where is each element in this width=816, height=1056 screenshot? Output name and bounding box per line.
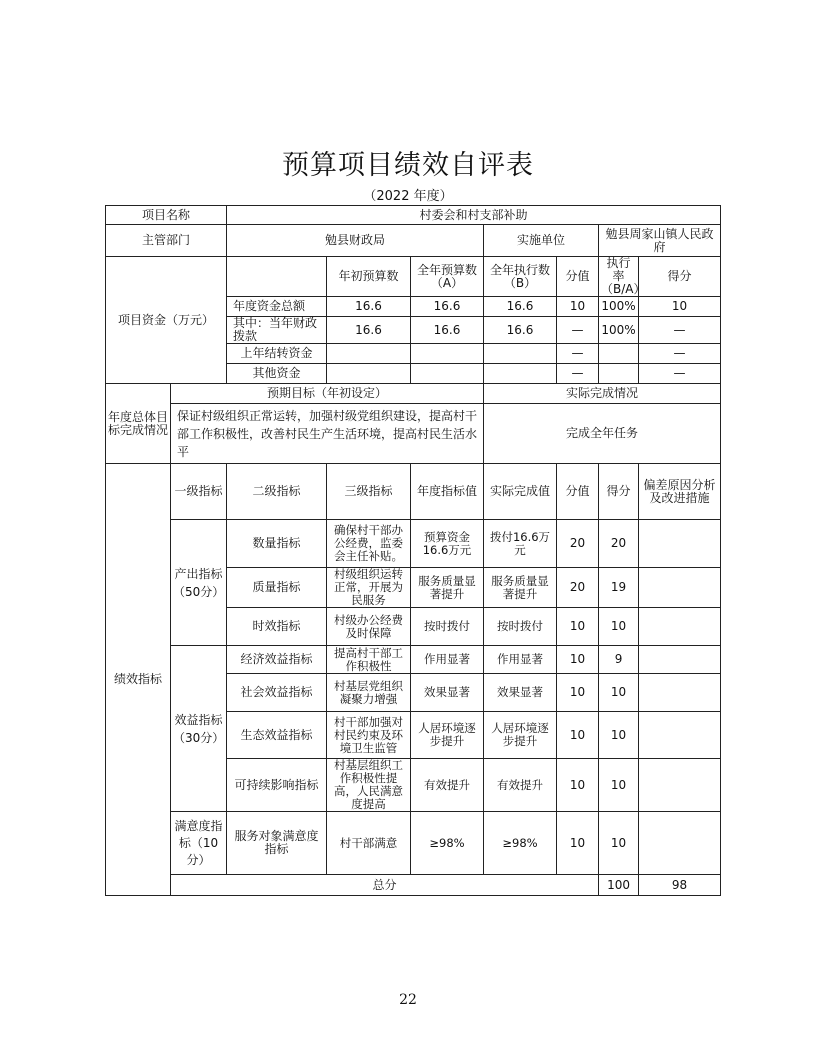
indicator-score-val: 10	[557, 812, 599, 875]
indicator-score: 20	[599, 520, 639, 568]
indicator-l3: 村基层党组织凝聚力增强	[327, 674, 411, 712]
indicator-deviation	[639, 568, 721, 608]
indicator-l2: 质量指标	[227, 568, 327, 608]
indicator-actual: 按时拨付	[484, 608, 557, 646]
indicator-l2: 社会效益指标	[227, 674, 327, 712]
indicator-l2: 时效指标	[227, 608, 327, 646]
funds-full	[411, 344, 484, 364]
funds-initial	[327, 364, 411, 384]
indicator-deviation	[639, 646, 721, 674]
indicator-score: 19	[599, 568, 639, 608]
funds-rate	[599, 364, 639, 384]
indicator-l3: 村干部加强对村民约束及环境卫生监管	[327, 712, 411, 759]
indicator-group-label: 效益指标（30分）	[171, 646, 227, 812]
header-rate: 执行率（B/A）	[599, 257, 639, 297]
indicator-l3: 确保村干部办公经费，监委会主任补贴。	[327, 520, 411, 568]
indicator-row	[106, 646, 721, 674]
funds-score-val: —	[557, 317, 599, 344]
header-score-val-2: 分值	[557, 464, 599, 520]
funds-initial	[327, 344, 411, 364]
indicator-deviation	[639, 520, 721, 568]
indicator-annual: 效果显著	[411, 674, 484, 712]
indicator-group-label: 满意度指标（10分）	[171, 812, 227, 875]
goal-row	[106, 404, 721, 464]
header-actual: 实际完成值	[484, 464, 557, 520]
page-number: 22	[399, 992, 417, 1008]
funds-rate: 100%	[599, 317, 639, 344]
indicator-group-label: 产出指标（50分）	[171, 520, 227, 646]
indicator-deviation	[639, 608, 721, 646]
header-deviation: 偏差原因分析及改进措施	[639, 464, 721, 520]
funds-header-row	[106, 257, 721, 297]
indicator-score: 10	[599, 759, 639, 812]
indicator-actual: 有效提升	[484, 759, 557, 812]
funds-exec	[484, 364, 557, 384]
header-l3: 三级指标	[327, 464, 411, 520]
goal-expected-label: 预期目标（年初设定）	[171, 384, 484, 404]
header-score-2: 得分	[599, 464, 639, 520]
total-row	[106, 875, 721, 896]
indicator-deviation	[639, 759, 721, 812]
indicator-deviation	[639, 812, 721, 875]
indicator-l3: 村干部满意	[327, 812, 411, 875]
indicator-score: 10	[599, 712, 639, 759]
total-score-val: 100	[599, 875, 639, 896]
indicator-score-val: 10	[557, 608, 599, 646]
total-label: 总分	[171, 875, 599, 896]
funds-score: —	[639, 344, 721, 364]
funds-full	[411, 364, 484, 384]
funds-exec: 16.6	[484, 297, 557, 317]
indicator-score-val: 10	[557, 674, 599, 712]
funds-score-val: —	[557, 364, 599, 384]
goal-label: 年度总体目标完成情况	[106, 384, 171, 464]
indicator-score: 10	[599, 812, 639, 875]
funds-exec: 16.6	[484, 317, 557, 344]
header-exec: 全年执行数（B）	[484, 257, 557, 297]
perf-label: 绩效指标	[106, 464, 171, 896]
indicator-annual: 有效提升	[411, 759, 484, 812]
impl-value: 勉县周家山镇人民政府	[599, 225, 721, 257]
indicator-annual: 按时拨付	[411, 608, 484, 646]
funds-row-label: 其中：当年财政拨款	[227, 317, 327, 344]
indicator-l3: 提高村干部工作积极性	[327, 646, 411, 674]
header-l2: 二级指标	[227, 464, 327, 520]
project-name-label: 项目名称	[106, 206, 227, 225]
indicator-annual: 作用显著	[411, 646, 484, 674]
indicator-annual: 预算资金16.6万元	[411, 520, 484, 568]
funds-row-label: 其他资金	[227, 364, 327, 384]
indicator-l2: 服务对象满意度指标	[227, 812, 327, 875]
indicator-actual: ≥98%	[484, 812, 557, 875]
indicator-l3: 村级办公经费及时保障	[327, 608, 411, 646]
perf-header-row	[106, 464, 721, 520]
funds-score-val: 10	[557, 297, 599, 317]
funds-score: —	[639, 364, 721, 384]
goal-expected-text: 保证村级组织正常运转，加强村级党组织建设，提高村干部工作积极性，改善村民生产生活环境，提高村民生活水平	[171, 404, 484, 464]
indicator-actual: 拨付16.6万元	[484, 520, 557, 568]
indicator-deviation	[639, 712, 721, 759]
header-initial: 年初预算数	[327, 257, 411, 297]
indicator-l2: 数量指标	[227, 520, 327, 568]
indicator-deviation	[639, 674, 721, 712]
dept-value: 勉县财政局	[227, 225, 484, 257]
page-title: 预算项目绩效自评表	[282, 150, 534, 181]
year-subtitle: （2022 年度）	[363, 189, 453, 204]
funds-label: 项目资金（万元）	[106, 257, 227, 384]
funds-exec	[484, 344, 557, 364]
indicator-actual: 作用显著	[484, 646, 557, 674]
indicator-actual: 人居环境逐步提升	[484, 712, 557, 759]
goal-actual-text: 完成全年任务	[484, 404, 721, 464]
performance-evaluation-table	[105, 205, 721, 896]
indicator-l3: 村基层组织工作积极性提高，人民满意度提高	[327, 759, 411, 812]
indicator-actual: 效果显著	[484, 674, 557, 712]
funds-full: 16.6	[411, 297, 484, 317]
project-name-value: 村委会和村支部补助	[227, 206, 721, 225]
goal-header-row	[106, 384, 721, 404]
indicator-score: 10	[599, 608, 639, 646]
indicator-score: 10	[599, 674, 639, 712]
dept-row	[106, 225, 721, 257]
indicator-row	[106, 812, 721, 875]
project-name-row	[106, 206, 721, 225]
header-score: 得分	[639, 257, 721, 297]
indicator-score-val: 10	[557, 759, 599, 812]
funds-header-blank	[227, 257, 327, 297]
header-l1: 一级指标	[171, 464, 227, 520]
funds-score: —	[639, 317, 721, 344]
indicator-annual: 人居环境逐步提升	[411, 712, 484, 759]
indicator-score-val: 20	[557, 520, 599, 568]
indicator-annual: 服务质量显著提升	[411, 568, 484, 608]
total-score: 98	[639, 875, 721, 896]
funds-full: 16.6	[411, 317, 484, 344]
indicator-actual: 服务质量显著提升	[484, 568, 557, 608]
indicator-l3: 村级组织运转正常，开展为民服务	[327, 568, 411, 608]
indicator-annual: ≥98%	[411, 812, 484, 875]
impl-label: 实施单位	[484, 225, 599, 257]
indicator-score-val: 10	[557, 712, 599, 759]
header-annual: 年度指标值	[411, 464, 484, 520]
goal-actual-label: 实际完成情况	[484, 384, 721, 404]
indicator-score-val: 10	[557, 646, 599, 674]
funds-row-label: 年度资金总额	[227, 297, 327, 317]
funds-initial: 16.6	[327, 297, 411, 317]
funds-rate	[599, 344, 639, 364]
funds-score: 10	[639, 297, 721, 317]
funds-score-val: —	[557, 344, 599, 364]
indicator-l2: 可持续影响指标	[227, 759, 327, 812]
dept-label: 主管部门	[106, 225, 227, 257]
indicator-score-val: 20	[557, 568, 599, 608]
indicator-row	[106, 520, 721, 568]
funds-initial: 16.6	[327, 317, 411, 344]
funds-rate: 100%	[599, 297, 639, 317]
indicator-l2: 生态效益指标	[227, 712, 327, 759]
indicator-score: 9	[599, 646, 639, 674]
header-full: 全年预算数（A）	[411, 257, 484, 297]
indicator-l2: 经济效益指标	[227, 646, 327, 674]
funds-row-label: 上年结转资金	[227, 344, 327, 364]
header-score-val: 分值	[557, 257, 599, 297]
